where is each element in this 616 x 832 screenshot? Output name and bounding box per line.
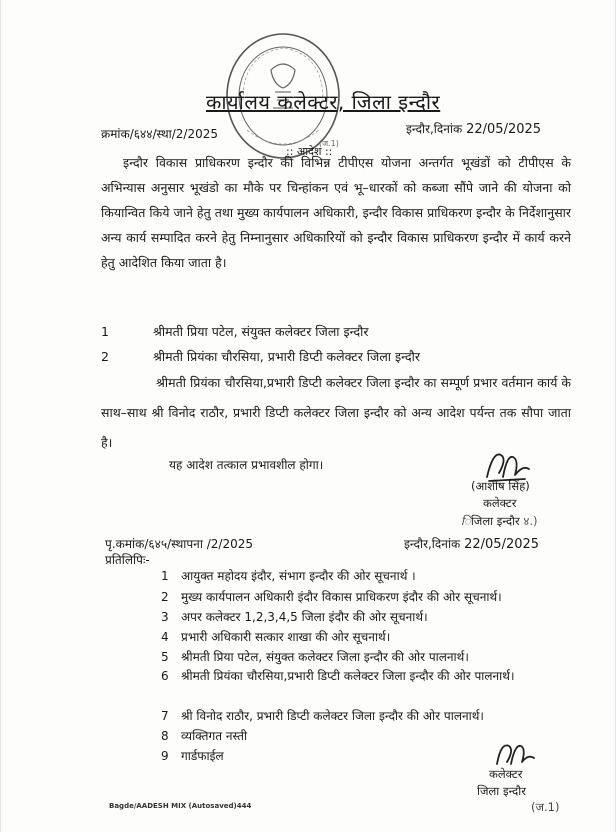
copy-item-number: 6 — [161, 669, 169, 683]
copy-item-text: श्रीमती प्रियंका चौरसिया,प्रभारी डिप्टी कलेक्टर जिला इन्दौर की ओर पालनार्थ। — [181, 669, 515, 683]
effective-statement: यह आदेश तत्काल प्रभावशील होगा। — [169, 458, 324, 472]
order-paragraph — [101, 150, 571, 275]
officer-item — [101, 348, 420, 365]
signatory-place-text: जिला इन्दौर — [470, 514, 520, 528]
order-reference-number: क्रमांक/६४४/स्था/2/2025 — [101, 127, 218, 141]
copy-item-number: 5 — [161, 650, 169, 664]
copy-item-text: श्रीमती प्रिया पटेल, संयुक्त कलेक्टर जिला इन्दौर की ओर पालनार्थ। — [181, 650, 469, 664]
copy-item — [161, 647, 581, 667]
officer-item — [101, 323, 369, 340]
copy-item-number: 2 — [161, 590, 169, 604]
signatory-designation: कलेक्टर — [483, 496, 517, 510]
signatory2-designation: कलेक्टर — [489, 767, 523, 781]
copy-item-number: 1 — [161, 569, 169, 583]
copy-item-text: गार्डफाईल — [181, 749, 224, 763]
copy-item-number: 7 — [161, 709, 169, 723]
signatory-place: िजिला इन्दौर ४.) — [461, 514, 538, 528]
copy-item — [161, 566, 581, 586]
copy-item — [161, 627, 581, 647]
copy-date-value: 22/05/2025 — [464, 537, 540, 552]
copy-item-text: अपर कलेक्टर 1,2,3,4,5 जिला इंदौर की ओर सूचनार्थ। — [181, 610, 428, 624]
order-heading: :: आदेश :: — [286, 145, 333, 158]
officer-number: 2 — [101, 349, 109, 364]
copy-item — [161, 706, 581, 726]
office-title: कार्यालय कलेक्टर, जिला इन्दौर — [206, 90, 441, 114]
charge-paragraph — [101, 368, 571, 458]
svg-text:(ज.1): (ज.1) — [319, 139, 339, 148]
copy-item-number: 8 — [161, 729, 169, 743]
copy-heading: प्रतिलिपिः- — [105, 553, 150, 567]
copy-item — [161, 666, 601, 686]
signatory2-stamp: (ज.1) — [531, 800, 560, 814]
order-date — [406, 120, 541, 137]
copy-date — [404, 535, 539, 552]
charge-paragraph-text: श्रीमती प्रियंका चौरसिया,प्रभारी डिप्टी कलेक्टर जिला इन्दौर का सम्पूर्ण प्रभार वर्तमान कार्य के साथ–साथ श्री विनोद राठौर, प्रभारी डिप्टी कलेक्टर जिला इन्दौर को अन्य आदेश पर्यन्त तक सौपा जाता है। — [101, 375, 571, 450]
copy-item-number: 4 — [161, 630, 169, 644]
copy-item-text: श्री विनोद राठौर, प्रभारी डिप्टी कलेक्टर जिला इन्दौर की ओर पालनार्थ। — [181, 709, 484, 723]
signatory2-place: जिला इन्दौर — [477, 784, 526, 798]
officer-number: 1 — [101, 324, 109, 339]
copy-item-text: व्यक्तिगत नस्ती — [181, 729, 248, 743]
copy-reference-number: पृ.कमांक/६४५/स्थापना /2/2025 — [105, 537, 254, 551]
copy-item-text: मुख्य कार्यपालन अधिकारी इंदौर विकास प्राधिकरण इंदौर की ओर सूचनार्थ। — [181, 590, 502, 604]
order-date-value: 22/05/2025 — [466, 122, 542, 137]
file-path-footer: Bagde/AADESH MIX (Autosaved)444 — [109, 802, 252, 810]
copy-item-text: प्रभारी अधिकारी सत्कार शाखा की ओर सूचनार्थ। — [181, 630, 391, 644]
order-date-label: इन्दौर,दिनांक — [406, 122, 463, 136]
copy-item-text: आयुक्त महोदय इंदौर, संभाग इन्दौर की ओर सूचनार्थ । — [181, 569, 416, 583]
copy-item — [161, 587, 581, 607]
copy-date-label: इन्दौर,दिनांक — [404, 537, 461, 551]
order-paragraph-text: इन्दौर विकास प्राधिकरण इन्दौर की विभिन्न टीपीएस योजना अन्तर्गत भूखंडों को टीपीएस के अभिन्यास अनुसार भूखंडो का मौके पर चिन्हांकन एवं भू–धारकों को कब्जा सौंपे जाने की योजना को कियान्वित किये जाने हेतु तथा मुख्य कार्यपालन अधिकारी, इन्दौर विकास प्राधिकरण इन्दौर के निर्देशानुसार अन्य कार्य सम्पादित करने हेतु निम्नानुसार अधिकारियों को इन्दौर विकास प्राधिकरण इन्दौर में कार्य करने हेतु आदेशित किया जाता है। — [101, 155, 571, 270]
copy-item — [161, 607, 581, 627]
officer-text: श्रीमती प्रियंका चौरसिया, प्रभारी डिप्टी कलेक्टर जिला इन्दौर — [153, 349, 420, 364]
signatory-name: (आशीष सिंह) — [471, 479, 530, 493]
copy-item-number: 3 — [161, 610, 169, 624]
copy-item-number: 9 — [161, 749, 169, 763]
officer-text: श्रीमती प्रिया पटेल, संयुक्त कलेक्टर जिला इन्दौर — [153, 324, 369, 339]
